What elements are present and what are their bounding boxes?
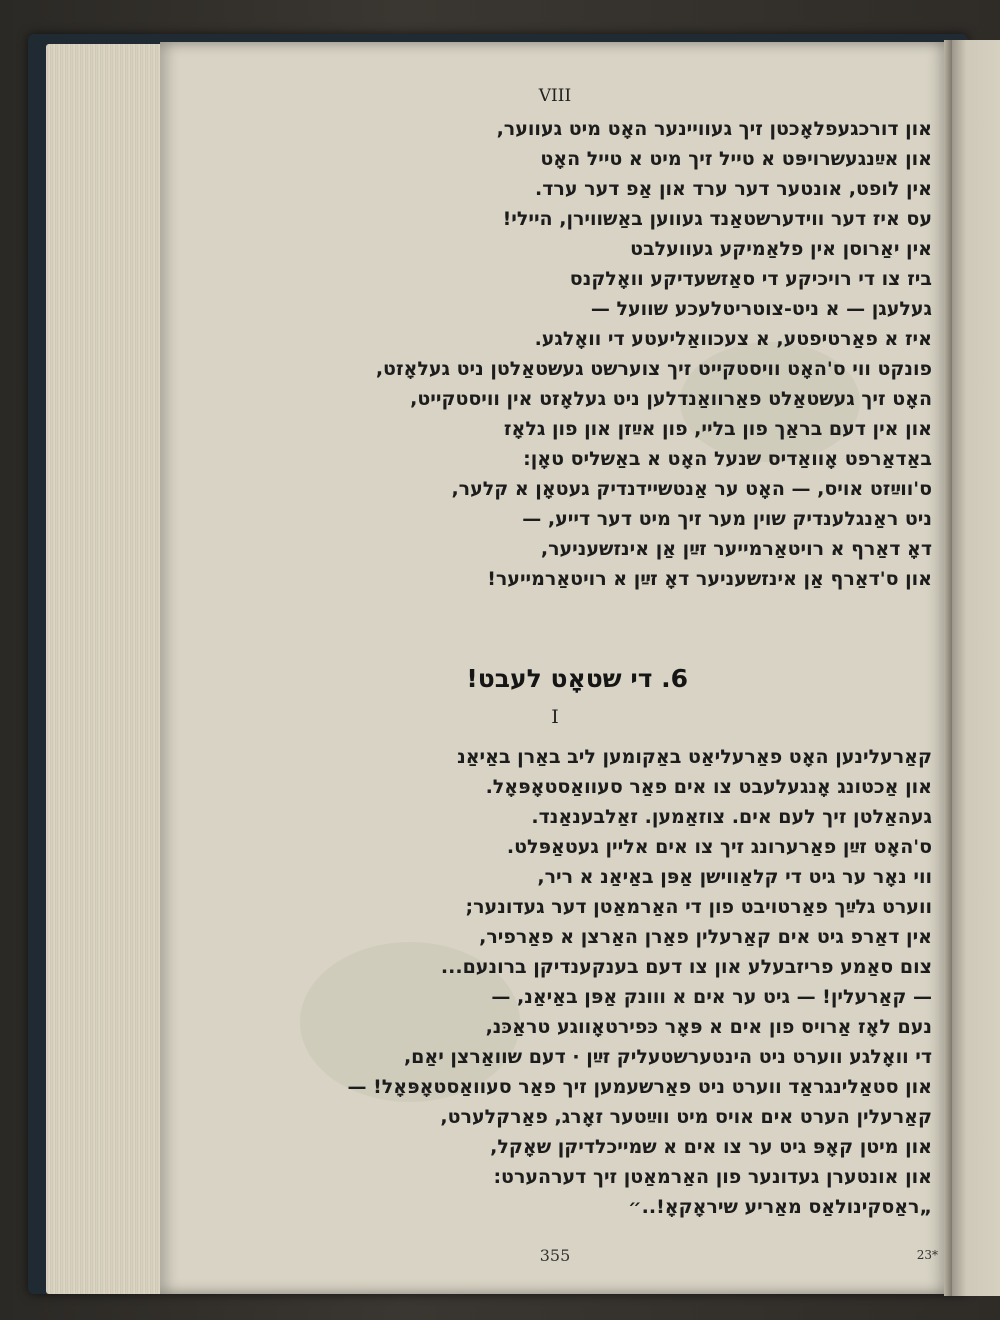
text-line: געלעגן — א ניט-צוטריטלעכע שוועל —: [590, 298, 932, 320]
poem-stanza-bottom: [172, 742, 932, 1222]
text-line: קאַרעלין הערט אים אויס מיט ווײַטער זאָרג, פאַרקלערט,: [440, 1106, 932, 1128]
book-page: [160, 42, 950, 1294]
text-line: און ס'דאַרף אַן אינזשעניער דאָ זײַן א רויטאַרמייער!: [487, 568, 932, 590]
text-line: און סטאַלינגראַד ווערט ניט פאַרשעמען זיך פאַר סעוואַסטאָפּאָל! —: [347, 1076, 932, 1098]
text-line: עס איז דער ווידערשטאַנד געווען באַשווירן, היילי!: [502, 208, 932, 230]
text-line: און מיטן קאָפּ גיט ער צו אים א שמייכלדיקן שאָקל,: [490, 1136, 932, 1158]
page-edges: [46, 44, 162, 1294]
text-line: און אונטערן געדונער פון האַרמאַטן זיך דערהערט:: [493, 1166, 932, 1188]
text-line: און אַכטונג אָנגעלעבט צו אים פאַר סעוואַסטאָפּאָל.: [485, 776, 932, 798]
text-line: און אין דעם בראַך פון בליי, פון אײַזן און פון גלאָז: [503, 418, 932, 440]
text-line: ניט ראַנגלענדיק שוין מער זיך מיט דער דייע, —: [522, 508, 932, 530]
text-line: „ראַסקינולאַס מאַריע שיראָקאָ!..״: [628, 1196, 932, 1218]
poem-stanza-top: [172, 114, 932, 594]
text-line: און אײַנגעשרויפּט א טייל זיך מיט א טייל האָט: [540, 148, 932, 170]
text-line: אין לופט, אונטער דער ערד און אַפ דער ערד.: [535, 178, 932, 200]
page-number: 355: [539, 1246, 571, 1265]
text-line: באַדאַרפט אָוואַדיס שנעל האָט א באַשליס טאָן:: [523, 448, 932, 470]
signature-mark: 23*: [916, 1248, 938, 1262]
text-line: קאַרעלינען האָט פאַרעליאַט באַקומען ליב באַרן באַיאַנ: [457, 746, 932, 768]
text-line: ס'האָט זײַן פאַרערונג זיך צו אים אליין געטאַפּלט.: [506, 836, 932, 858]
text-line: האָט זיך געשטאַלט פאַרוואַנדלען ניט געלאָזט אין וויסטקייט,: [410, 388, 932, 410]
text-line: די וואָלגע ווערט ניט הינטערשטעליק זײַן · דעם שוואַרצן יאַם,: [403, 1046, 932, 1068]
text-line: און דורכגעפלאָכטן זיך געוויינער האָט מיט געווער,: [496, 118, 932, 140]
text-line: — קאַרעלין! — גיט ער אים א ווונק אַפּן באַיאַנ, —: [491, 986, 932, 1008]
text-line: ווערט גלײַך פאַרטויבט פון די האַרמאַטן דער געדונער;: [465, 896, 932, 918]
next-page-edge: [952, 40, 1000, 1296]
text-line: אין יאַרוסן אין פלאַמיקע געוועלבט: [630, 238, 932, 260]
text-line: דאָ דאַרף א רויטאַרמייער זײַן אַן אינזשעניער,: [540, 538, 932, 560]
text-line: אין דאַרפ גיט אים קאַרעלין פאַרן האַרצן א פאַרפיר,: [479, 926, 932, 948]
text-line: געהאַלטן זיך לעם אים. צוזאַמען. זאַלבענאַנד.: [531, 806, 932, 828]
text-line: ס'ווײַזט אויס, — האָט ער אַנטשיידנדיק געטאָן א קלער,: [451, 478, 932, 500]
text-line: פונקט ווי ס'האָט וויסטקייט זיך צוערשט געשטאַלטן ניט געלאָזט,: [375, 358, 932, 380]
text-line: צום סאַמע פריזבעלע און צו דעם בענקענדיקן ברונעם...: [440, 956, 932, 978]
text-line: איז א פאַרטיפטע, א צעכוואַליעטע די וואָלגע.: [534, 328, 932, 350]
section-number: I: [551, 706, 559, 728]
running-head: VIII: [538, 86, 572, 106]
text-line: ווי נאָר ער גיט די קלאַווישן אַפּן באַיאַנ א ריר,: [537, 866, 932, 888]
section-heading: 6. די שטאָט לעבט!: [466, 664, 688, 693]
text-line: ביז צו די רויכיקע די סאַזשעדיקע וואָלקנס: [569, 268, 932, 290]
text-line: נעם לאָז אַרויס פון אים א פּאָר כּפירטאָווגע טראַכּנ,: [485, 1016, 932, 1038]
